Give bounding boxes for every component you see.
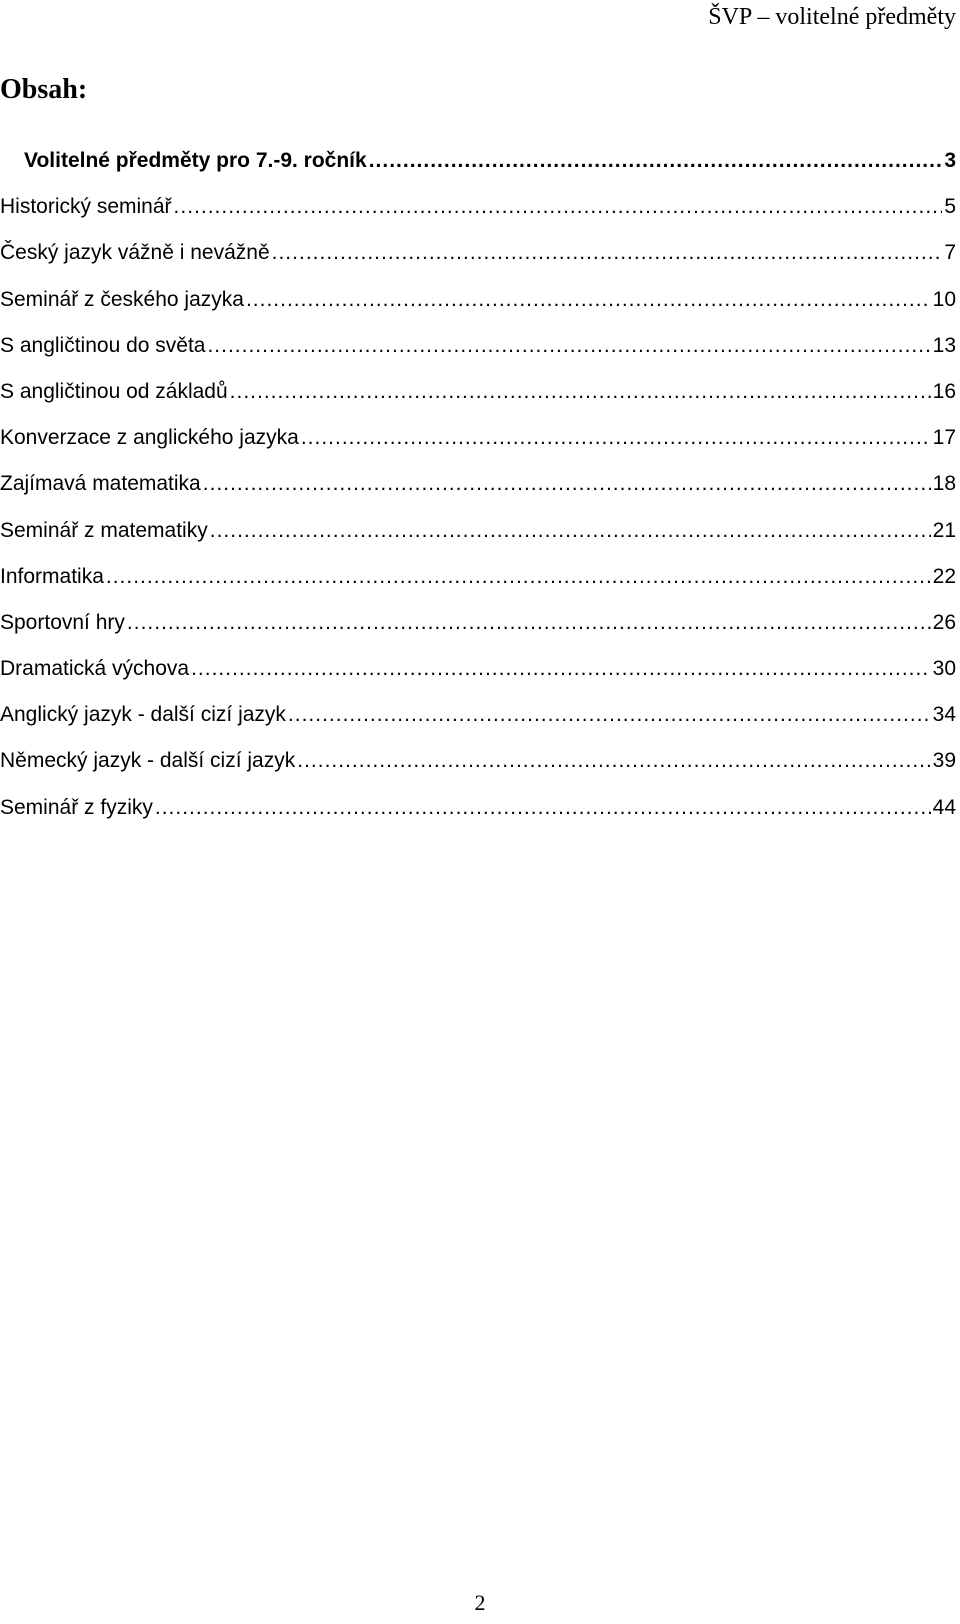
dot-leader <box>210 508 931 554</box>
dot-leader <box>203 461 931 507</box>
running-header: ŠVP – volitelné předměty <box>708 4 956 30</box>
toc-entry-page: 17 <box>932 426 956 450</box>
toc-entry-label: Zajímavá matematika <box>0 472 201 496</box>
toc-entry-page: 5 <box>944 195 956 219</box>
toc-entry[interactable] <box>0 692 956 738</box>
toc-entry[interactable] <box>0 646 956 692</box>
toc-entry-label: Německý jazyk - další cizí jazyk <box>0 749 296 773</box>
dot-leader <box>272 230 943 276</box>
toc-entry[interactable] <box>0 554 956 600</box>
toc-entry-label: Seminář z matematiky <box>0 518 208 542</box>
dot-leader <box>246 277 931 323</box>
toc-entry-label: Volitelné předměty pro 7.-9. ročník <box>24 149 367 172</box>
toc-entry-label: Seminář z českého jazyka <box>0 287 244 311</box>
toc-entry-label: Dramatická výchova <box>0 657 190 681</box>
toc-entry-page: 26 <box>932 610 956 634</box>
dot-leader <box>207 323 930 369</box>
toc-entry[interactable] <box>0 461 956 507</box>
toc-entry[interactable] <box>0 230 956 276</box>
toc-entry-page: 3 <box>944 149 956 172</box>
toc-entry-label: S angličtinou do světa <box>0 333 206 357</box>
dot-leader <box>297 738 930 784</box>
toc-entry-label: S angličtinou od základů <box>0 379 228 403</box>
toc-entry-label: Historický seminář <box>0 195 172 219</box>
toc-entry-page: 21 <box>932 518 956 542</box>
toc-entry[interactable] <box>0 184 956 230</box>
toc-entry[interactable] <box>0 277 956 323</box>
page-title: Obsah: <box>0 74 88 105</box>
toc-entry[interactable] <box>0 138 956 184</box>
toc-entry-page: 10 <box>932 287 956 311</box>
dot-leader <box>301 415 931 461</box>
toc-entry-page: 7 <box>944 241 956 265</box>
toc-entry-label: Informatika <box>0 564 104 588</box>
dot-leader <box>127 600 931 646</box>
toc-entry-label: Český jazyk vážně i nevážně <box>0 241 270 265</box>
toc-entry[interactable] <box>0 785 956 831</box>
toc-entry[interactable] <box>0 415 956 461</box>
toc-entry-page: 18 <box>932 472 956 496</box>
toc-entry-page: 13 <box>932 333 956 357</box>
toc-entry[interactable] <box>0 600 956 646</box>
toc-entry-page: 34 <box>932 703 956 727</box>
toc-entry[interactable] <box>0 738 956 784</box>
dot-leader <box>230 369 931 415</box>
toc-entry-page: 16 <box>932 379 956 403</box>
toc-entry-page: 44 <box>932 795 956 819</box>
toc-entry[interactable] <box>0 508 956 554</box>
toc-entry-label: Sportovní hry <box>0 610 125 634</box>
toc-entry-page: 22 <box>932 564 956 588</box>
dot-leader <box>106 554 931 600</box>
toc-entry-label: Anglický jazyk - další cizí jazyk <box>0 703 286 727</box>
toc-entry-label: Seminář z fyziky <box>0 795 153 819</box>
toc-entry-label: Konverzace z anglického jazyka <box>0 426 299 450</box>
toc-entry[interactable] <box>0 369 956 415</box>
table-of-contents <box>0 138 956 831</box>
toc-entry-page: 30 <box>932 657 956 681</box>
toc-entry[interactable] <box>0 323 956 369</box>
dot-leader <box>174 184 943 230</box>
dot-leader <box>369 138 943 184</box>
dot-leader <box>191 646 931 692</box>
dot-leader <box>155 785 931 831</box>
page-number: 2 <box>474 1590 486 1615</box>
dot-leader <box>288 692 931 738</box>
toc-entry-page: 39 <box>932 749 956 773</box>
